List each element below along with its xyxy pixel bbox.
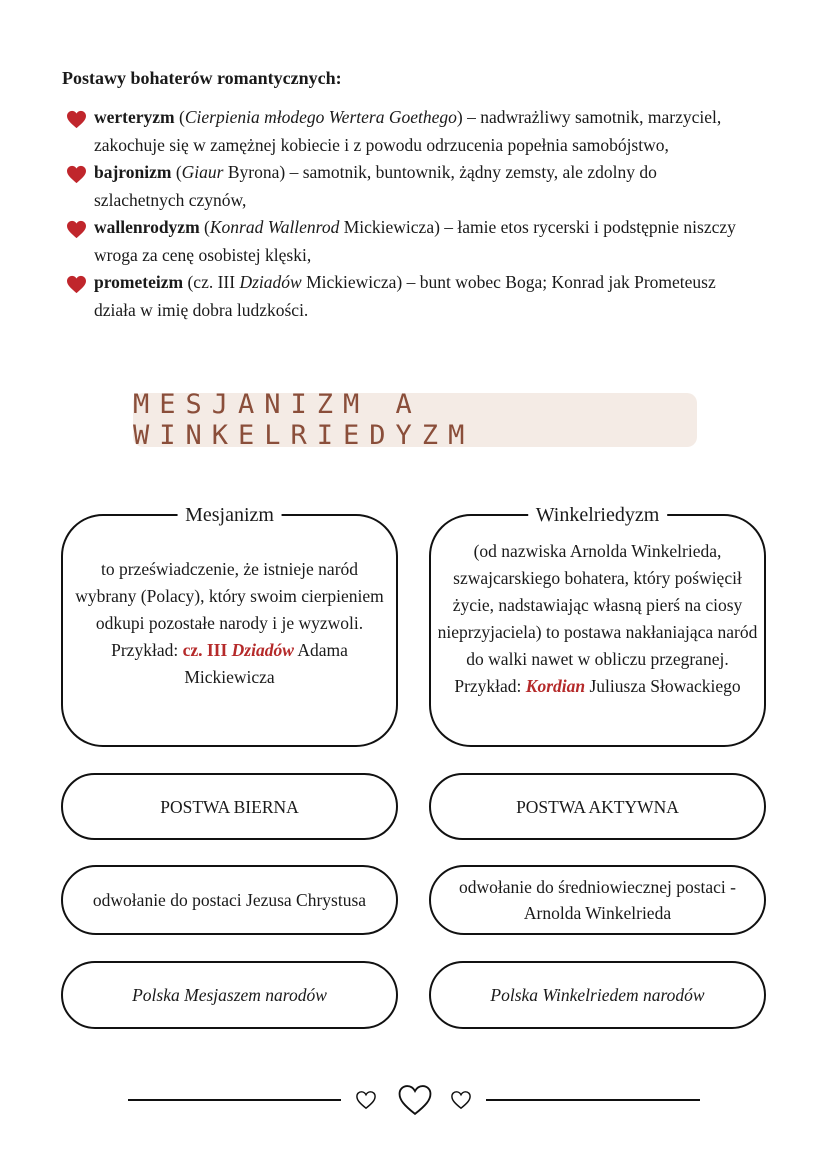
box-title: Winkelriedyzm bbox=[528, 500, 668, 530]
list-item: wallenrodyzm (Konrad Wallenrod Mickiewicza) – łamie etos rycerski i podstępnie niszczy wroga za cenę osobistej klęski, bbox=[66, 214, 746, 269]
attitude-active-pill: POSTWA AKTYWNA bbox=[429, 773, 766, 840]
attitudes-list bbox=[66, 104, 746, 324]
section-heading: Postawy bohaterów romantycznych: bbox=[62, 68, 342, 88]
heart-outline-icon bbox=[355, 1090, 377, 1110]
footer-divider-right bbox=[486, 1099, 700, 1101]
term: bajronizm bbox=[94, 162, 172, 182]
footer-divider-left bbox=[128, 1099, 341, 1101]
heart-outline-icon bbox=[450, 1090, 472, 1110]
term: wallenrodyzm bbox=[94, 217, 200, 237]
term: werteryzm bbox=[94, 107, 175, 127]
motto-winkelried-pill: Polska Winkelriedem narodów bbox=[429, 961, 766, 1029]
heart-icon bbox=[66, 275, 87, 294]
work-title: Cierpienia młodego Wertera Goethego bbox=[184, 107, 457, 127]
heart-icon bbox=[66, 165, 87, 184]
winkelriedyzm-definition-box bbox=[429, 504, 766, 747]
work-title: Konrad Wallenrod bbox=[209, 217, 340, 237]
list-item: werteryzm (Cierpienia młodego Wertera Goethego) – nadwrażliwy samotnik, marzyciel, zakochuje się w zamężnej kobiecie i z powodu odrzucenia popełnia samobójstwo, bbox=[66, 104, 746, 159]
reference-winkelried-pill: odwołanie do średniowiecznej postaci - Arnolda Winkelrieda bbox=[429, 865, 766, 935]
definition-text: (od nazwiska Arnolda Winkelrieda, szwajcarskiego bohatera, który poświęcił życie, nadstawiając własną pierś na ciosy nieprzyjaciela) to postawa nakłaniająca naród do walki nawet w obliczu przegranej. Przykład: Kordian Juliusza Słowackiego bbox=[437, 541, 758, 696]
list-item: bajronizm (Giaur Byrona) – samotnik, buntownik, żądny zemsty, ale zdolny do szlachetnych czynów, bbox=[66, 159, 746, 214]
heart-outline-icon bbox=[395, 1083, 435, 1117]
example-highlight: Kordian bbox=[525, 676, 586, 696]
heart-icon bbox=[66, 110, 87, 129]
motto-mesjasz-pill: Polska Mesjaszem narodów bbox=[61, 961, 398, 1029]
mesjanizm-definition-box bbox=[61, 504, 398, 747]
list-item: prometeizm (cz. III Dziadów Mickiewicza) – bunt wobec Boga; Konrad jak Prometeusz działa w imię dobra ludzkości. bbox=[66, 269, 746, 324]
work-title: Dziadów bbox=[239, 272, 302, 292]
example-highlight: cz. III Dziadów bbox=[182, 640, 294, 660]
work-title: Giaur bbox=[181, 162, 224, 182]
attitude-passive-pill: POSTWA BIERNA bbox=[61, 773, 398, 840]
reference-jesus-pill: odwołanie do postaci Jezusa Chrystusa bbox=[61, 865, 398, 935]
term: prometeizm bbox=[94, 272, 184, 292]
section-banner: MESJANIZM A WINKELRIEDYZM bbox=[133, 393, 697, 447]
box-title: Mesjanizm bbox=[177, 500, 282, 530]
heart-icon bbox=[66, 220, 87, 239]
definition-text: to przeświadczenie, że istnieje naród wybrany (Polacy), który swoim cierpieniem odkupi pozostałe narody i je wyzwoli. Przykład: cz. III Dziadów Adama Mickiewicza bbox=[75, 559, 384, 687]
